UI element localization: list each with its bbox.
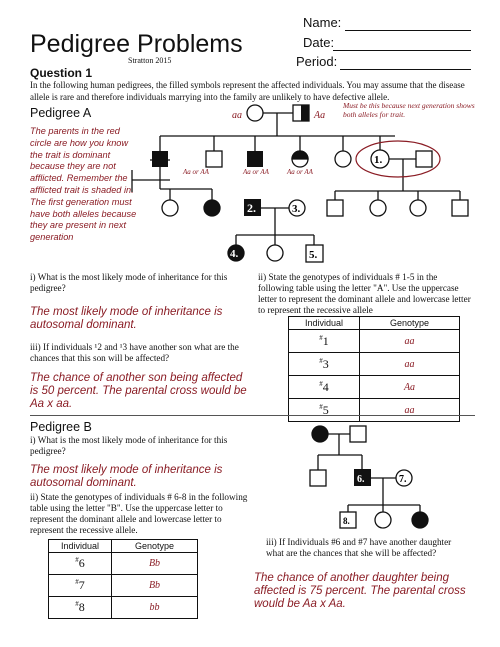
table-row-genotype[interactable]: Aa bbox=[360, 376, 460, 399]
margin-note: The parents in the red circle are how you know the trait is dominant because they are not afflicted. Remember the afflicted trait is shaded in. The first generation must have both alleles because they are present in next generation bbox=[30, 126, 137, 243]
page-title: Pedigree Problems bbox=[30, 30, 243, 58]
individual-5: 5. bbox=[309, 249, 318, 261]
byline: Stratton 2015 bbox=[128, 56, 172, 65]
table-row-individual: #8 bbox=[49, 597, 112, 619]
table-row-individual: #1 bbox=[289, 330, 360, 353]
pedigree-a-label: Pedigree A bbox=[30, 106, 92, 120]
table-row-genotype[interactable]: aa bbox=[360, 353, 460, 376]
table-row-genotype[interactable]: aa bbox=[360, 399, 460, 422]
name-label: Name: bbox=[303, 15, 342, 30]
col-genotype: Genotype bbox=[112, 540, 198, 553]
table-row-individual: #5 bbox=[289, 399, 360, 422]
answer-a-iii: The chance of another son being affected is 50 percent. The parental cross would be Aa x aa. bbox=[30, 372, 247, 410]
question-a-i: i) What is the most likely mode of inheritance for this pedigree? bbox=[30, 272, 228, 293]
geno-label-Aa: Aa bbox=[314, 110, 326, 121]
geno-label-child3: Aa or AA bbox=[243, 168, 269, 176]
question-b-iii: iii) If Individuals #6 and #7 have another daughter what are the chances that she will be affected? bbox=[266, 537, 452, 558]
question-b-ii: ii) State the genotypes of individuals # 6-8 in the following table using the letter "B". Use the uppercase letter to represent the dominant allele and lowercase letter to represent the recessive allele. bbox=[30, 492, 248, 535]
question-a-iii: iii) If individuals ¹2 and ¹3 have another son what are the chances that this son will be affected? bbox=[30, 342, 239, 363]
table-row-genotype[interactable]: Bb bbox=[112, 575, 198, 597]
table-row-genotype[interactable]: Bb bbox=[112, 553, 198, 575]
genotype-table-a bbox=[288, 316, 460, 422]
genotype-table-b bbox=[48, 539, 198, 619]
female-unaffected bbox=[247, 105, 263, 121]
table-row-genotype[interactable]: aa bbox=[360, 330, 460, 353]
intro-text: In the following human pedigrees, the filled symbols represent the affected individuals. You may assume that the disease allele is rare and therefore individuals marrying into the family are unlikely to have defective allele. bbox=[30, 80, 465, 102]
table-row-individual: #7 bbox=[49, 575, 112, 597]
divider bbox=[30, 415, 475, 416]
question-a-ii: ii) State the genotypes of individuals # 1-5 in the following table using the letter "A". Use the uppercase letter to represent the dominant allele and lowercase letter to represent the recessive allele bbox=[258, 272, 471, 315]
pedigree-b-label: Pedigree B bbox=[30, 420, 92, 434]
col-genotype: Genotype bbox=[360, 317, 460, 330]
individual-6: 6. bbox=[357, 474, 365, 485]
geno-label-aa: aa bbox=[232, 110, 242, 121]
col-individual: Individual bbox=[49, 540, 112, 553]
col-individual: Individual bbox=[289, 317, 360, 330]
period-label: Period: bbox=[296, 54, 338, 69]
table-row-individual: #6 bbox=[49, 553, 112, 575]
individual-7: 7. bbox=[399, 474, 407, 485]
individual-2: 2. bbox=[247, 201, 256, 215]
answer-b-i: The most likely mode of inheritance is autosomal dominant. bbox=[30, 464, 223, 489]
geno-label-child4: Aa or AA bbox=[287, 168, 313, 176]
answer-a-i: The most likely mode of inheritance is autosomal dominant. bbox=[30, 306, 223, 331]
individual-4: 4. bbox=[230, 248, 239, 260]
question-heading: Question 1 bbox=[30, 66, 93, 80]
table-row-individual: #3 bbox=[289, 353, 360, 376]
date-label: Date: bbox=[303, 35, 335, 50]
next-gen-note: Must be this because next generation shows both alleles for trait. bbox=[343, 101, 475, 119]
question-b-i: i) What is the most likely mode of inheritance for this pedigree? bbox=[30, 435, 228, 456]
individual-1: 1. bbox=[374, 154, 383, 166]
answer-b-iii: The chance of another daughter being affected is 75 percent. The parental cross would be Aa x Aa. bbox=[254, 572, 466, 610]
geno-label-child1: Aa or AA bbox=[183, 168, 209, 176]
table-row-individual: #4 bbox=[289, 376, 360, 399]
table-row-genotype[interactable]: bb bbox=[112, 597, 198, 619]
individual-3: 3. bbox=[292, 203, 301, 215]
individual-8: 8. bbox=[343, 516, 350, 526]
